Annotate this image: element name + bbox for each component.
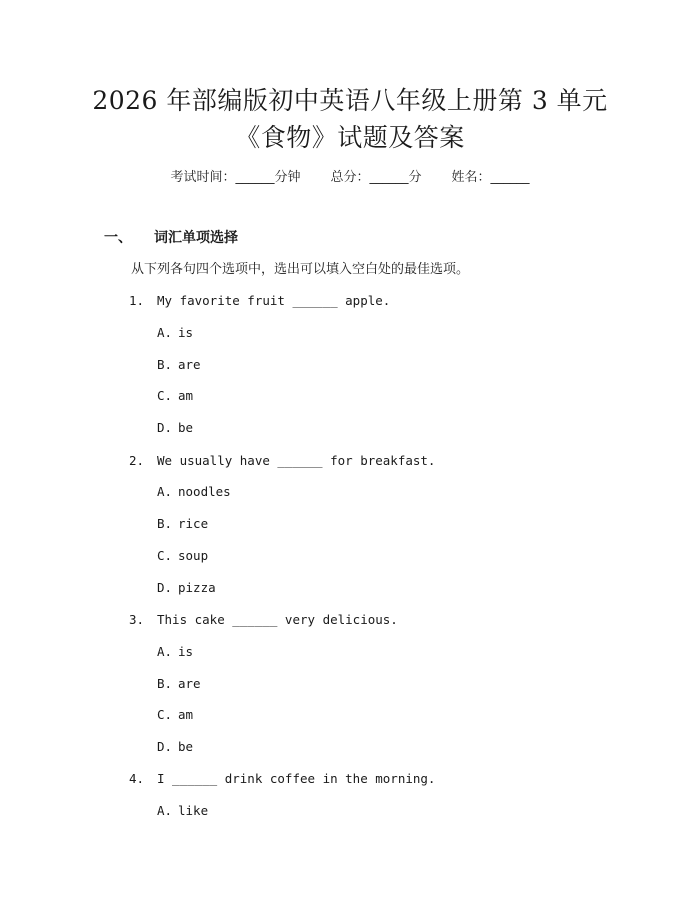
option-3d: [157, 738, 193, 756]
option-2a: [157, 483, 231, 501]
option-text: is: [178, 644, 194, 659]
section-instruction: 从下列各句四个选项中，选出可以填入空白处的最佳选项。: [131, 262, 470, 277]
option-1c: [157, 387, 193, 405]
question-2: [129, 452, 435, 470]
question-text: This cake ______ very delicious.: [157, 612, 398, 627]
option-letter: A.: [157, 803, 173, 818]
page-title-line-1: 2026 年部编版初中英语八年级上册第 3 单元: [92, 86, 608, 115]
section-number: 一、: [104, 230, 132, 246]
exam-info-row: [0, 168, 700, 188]
question-number: 3.: [129, 612, 145, 627]
option-text: like: [178, 803, 209, 818]
option-letter: A.: [157, 644, 173, 659]
question-text: We usually have ______ for breakfast.: [157, 453, 436, 468]
option-3a: [157, 643, 193, 661]
option-letter: C.: [157, 388, 173, 403]
option-text: noodles: [178, 484, 231, 499]
option-text: are: [178, 676, 201, 691]
option-text: be: [178, 420, 194, 435]
question-text: My favorite fruit ______ apple.: [157, 293, 391, 308]
question-1: [129, 292, 390, 310]
option-text: pizza: [178, 580, 216, 595]
option-text: is: [178, 325, 194, 340]
option-2b: [157, 515, 208, 533]
option-2c: [157, 547, 208, 565]
section-title: 词汇单项选择: [154, 230, 238, 246]
option-letter: B.: [157, 357, 173, 372]
option-text: soup: [178, 548, 209, 563]
option-letter: B.: [157, 676, 173, 691]
option-text: am: [178, 388, 194, 403]
question-text: I ______ drink coffee in the morning.: [157, 771, 436, 786]
question-number: 1.: [129, 293, 145, 308]
option-text: are: [178, 357, 201, 372]
option-1a: [157, 324, 193, 342]
exam-time-field: 考试时间：______分钟: [170, 170, 301, 185]
option-1d: [157, 419, 193, 437]
question-4: [129, 770, 435, 788]
question-number: 4.: [129, 771, 145, 786]
option-4a: [157, 802, 208, 820]
option-3c: [157, 706, 193, 724]
option-letter: D.: [157, 739, 173, 754]
student-name-field: 姓名：______: [451, 170, 530, 185]
option-letter: D.: [157, 580, 173, 595]
question-number: 2.: [129, 453, 145, 468]
option-letter: B.: [157, 516, 173, 531]
question-3: [129, 611, 398, 629]
option-letter: C.: [157, 707, 173, 722]
section-heading: [104, 228, 238, 248]
option-letter: A.: [157, 484, 173, 499]
option-letter: D.: [157, 420, 173, 435]
option-1b: [157, 356, 201, 374]
option-text: am: [178, 707, 194, 722]
page-title-line-2: 《食物》试题及答案: [235, 123, 465, 152]
option-2d: [157, 579, 216, 597]
total-score-field: 总分：______分: [330, 170, 422, 185]
option-letter: C.: [157, 548, 173, 563]
option-3b: [157, 675, 201, 693]
option-text: be: [178, 739, 194, 754]
option-letter: A.: [157, 325, 173, 340]
option-text: rice: [178, 516, 209, 531]
